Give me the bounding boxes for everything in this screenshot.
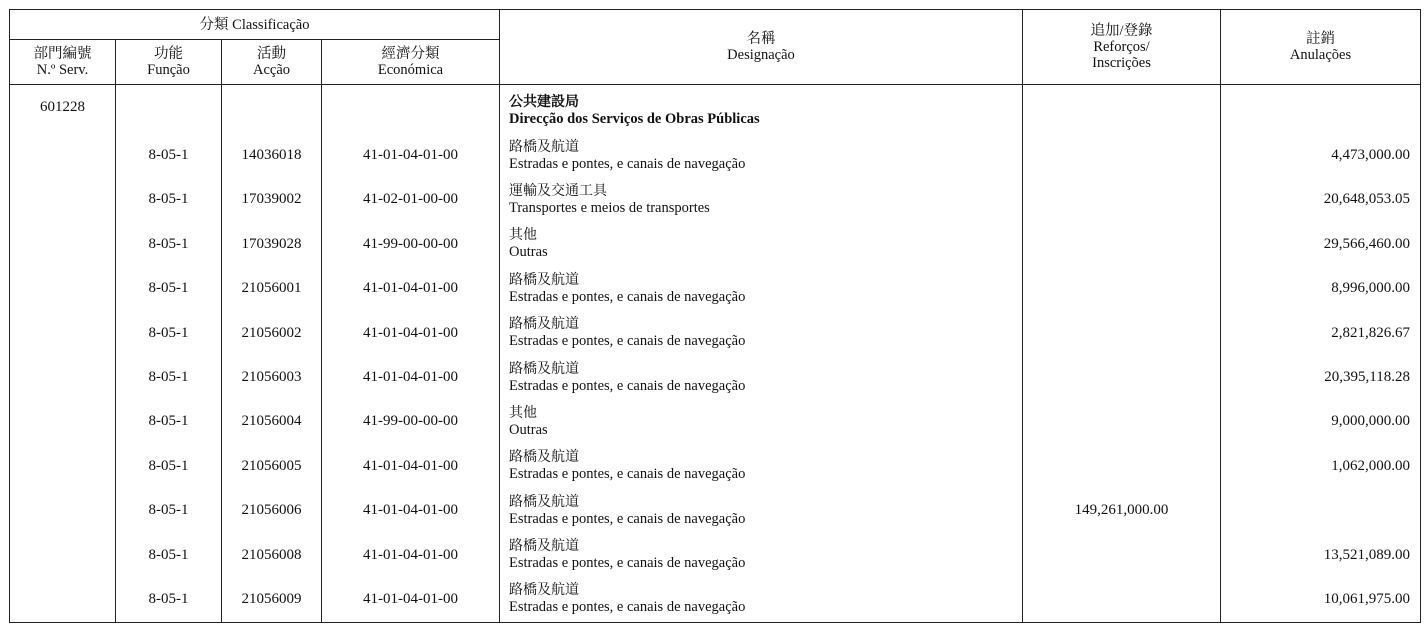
- cancellation-amount: 20,648,053.05: [1323, 191, 1410, 208]
- reinforcement-amount: [1023, 311, 1220, 355]
- economic-code: 41-99-00-00-00: [363, 235, 458, 252]
- action-column: [222, 85, 322, 623]
- table-body: [10, 85, 1421, 623]
- designation-zh: 路橋及航道: [509, 271, 579, 288]
- designation-zh: 路橋及航道: [509, 449, 579, 466]
- designation-zh: 路橋及航道: [509, 138, 579, 155]
- function-code: 8-05-1: [148, 413, 189, 430]
- economic-code: 41-01-04-01-00: [363, 502, 458, 519]
- designation-cell: [500, 489, 1022, 533]
- action-code: 21056004: [241, 413, 302, 430]
- designation-header: 名稱 Designação: [500, 10, 1023, 85]
- reinforcement-amount: [1023, 533, 1220, 577]
- function-code: 8-05-1: [148, 590, 189, 607]
- designation-pt: Estradas e pontes, e canais de navegação: [509, 377, 746, 394]
- service-code-cell: [10, 85, 116, 623]
- action-code: 21056009: [241, 590, 302, 607]
- action-code: 21056001: [241, 280, 302, 297]
- action-code: 21056008: [241, 546, 302, 563]
- economic-code: 41-01-04-01-00: [363, 280, 458, 297]
- reinforcement-amount: [1023, 267, 1220, 311]
- service-code: 601228: [40, 99, 85, 115]
- economic-code: 41-01-04-01-00: [363, 457, 458, 474]
- classification-header: 分類 Classificação: [10, 10, 500, 40]
- reinforcement-amount: [1023, 355, 1220, 399]
- action-code: 17039028: [241, 235, 302, 252]
- designation-zh: 路橋及航道: [509, 316, 579, 333]
- economic-code: 41-01-04-01-00: [363, 147, 458, 164]
- designation-pt: Estradas e pontes, e canais de navegação: [509, 599, 746, 616]
- designation-zh: 運輸及交通工具: [509, 182, 607, 199]
- action-code: 17039002: [241, 191, 302, 208]
- designation-pt: Transportes e meios de transportes: [509, 199, 710, 216]
- designation-zh: 其他: [509, 404, 537, 421]
- function-code: 8-05-1: [148, 147, 189, 164]
- economic-code: 41-01-04-01-00: [363, 369, 458, 386]
- reinforcement-amount: [1023, 400, 1220, 444]
- reinforcement-amount: [1023, 577, 1220, 621]
- cancellation-amount: 4,473,000.00: [1331, 147, 1410, 164]
- economic-column: [322, 85, 500, 623]
- action-code: 21056002: [241, 324, 302, 341]
- action-header: 活動 Acção: [222, 40, 322, 85]
- function-code: 8-05-1: [148, 502, 189, 519]
- designation-pt: Outras: [509, 244, 548, 261]
- cancellation-header: 註銷 Anulações: [1221, 10, 1421, 85]
- designation-pt: Estradas e pontes, e canais de navegação: [509, 510, 746, 527]
- reinforcement-column: [1023, 85, 1221, 623]
- action-code: 21056006: [241, 502, 302, 519]
- reinforcement-amount: [1023, 178, 1220, 222]
- designation-cell: [500, 533, 1022, 577]
- function-code: 8-05-1: [148, 369, 189, 386]
- function-code: 8-05-1: [148, 457, 189, 474]
- designation-cell: [500, 133, 1022, 177]
- economic-code: 41-02-01-00-00: [363, 191, 458, 208]
- cancellation-amount: 20,395,118.28: [1324, 369, 1410, 386]
- header-row-1: [10, 10, 1421, 40]
- budget-table: [9, 9, 1421, 623]
- service-number-header: 部門編號 N.º Serv.: [10, 40, 116, 85]
- function-code: 8-05-1: [148, 235, 189, 252]
- cancellation-amount: [1221, 489, 1420, 533]
- cancellation-amount: 13,521,089.00: [1323, 546, 1410, 563]
- designation-pt: Estradas e pontes, e canais de navegação: [509, 466, 746, 483]
- economic-code: 41-01-04-01-00: [363, 590, 458, 607]
- cancellation-amount: 1,062,000.00: [1331, 457, 1410, 474]
- reinforcement-header: 追加/登錄 Reforços/ Inscrições: [1023, 10, 1221, 85]
- action-code: 21056005: [241, 457, 302, 474]
- designation-pt: Outras: [509, 421, 548, 438]
- designation-cell: [500, 267, 1022, 311]
- service-name: 公共建設局 Direcção dos Serviços de Obras Públicas: [509, 94, 760, 128]
- designation-cell: [500, 444, 1022, 488]
- cancellation-column: [1221, 85, 1421, 623]
- designation-cell: [500, 400, 1022, 444]
- cancellation-amount: 29,566,460.00: [1323, 235, 1410, 252]
- designation-column: [500, 85, 1023, 623]
- economic-code: 41-01-04-01-00: [363, 324, 458, 341]
- cancellation-amount: 9,000,000.00: [1331, 413, 1410, 430]
- cancellation-amount: 8,996,000.00: [1331, 280, 1410, 297]
- function-code: 8-05-1: [148, 191, 189, 208]
- designation-pt: Estradas e pontes, e canais de navegação: [509, 333, 746, 350]
- designation-cell: [500, 577, 1022, 621]
- reinforcement-amount: 149,261,000.00: [1074, 502, 1169, 519]
- designation-pt: Estradas e pontes, e canais de navegação: [509, 155, 746, 172]
- economic-header: 經濟分類 Económica: [322, 40, 500, 85]
- reinforcement-amount: [1023, 222, 1220, 266]
- designation-cell: [500, 222, 1022, 266]
- reinforcement-amount: [1023, 133, 1220, 177]
- designation-cell: [500, 311, 1022, 355]
- function-code: 8-05-1: [148, 280, 189, 297]
- economic-code: 41-01-04-01-00: [363, 546, 458, 563]
- action-code: 21056003: [241, 369, 302, 386]
- cancellation-amount: 10,061,975.00: [1323, 590, 1410, 607]
- designation-zh: 路橋及航道: [509, 582, 579, 599]
- designation-pt: Estradas e pontes, e canais de navegação: [509, 555, 746, 572]
- function-code: 8-05-1: [148, 546, 189, 563]
- cancellation-amount: 2,821,826.67: [1331, 324, 1410, 341]
- function-column: [116, 85, 222, 623]
- economic-code: 41-99-00-00-00: [363, 413, 458, 430]
- designation-cell: [500, 355, 1022, 399]
- function-header: 功能 Função: [116, 40, 222, 85]
- designation-zh: 其他: [509, 227, 537, 244]
- designation-pt: Estradas e pontes, e canais de navegação: [509, 288, 746, 305]
- function-code: 8-05-1: [148, 324, 189, 341]
- action-code: 14036018: [241, 147, 302, 164]
- designation-zh: 路橋及航道: [509, 538, 579, 555]
- reinforcement-amount: [1023, 444, 1220, 488]
- designation-cell: [500, 178, 1022, 222]
- designation-zh: 路橋及航道: [509, 493, 579, 510]
- designation-zh: 路橋及航道: [509, 360, 579, 377]
